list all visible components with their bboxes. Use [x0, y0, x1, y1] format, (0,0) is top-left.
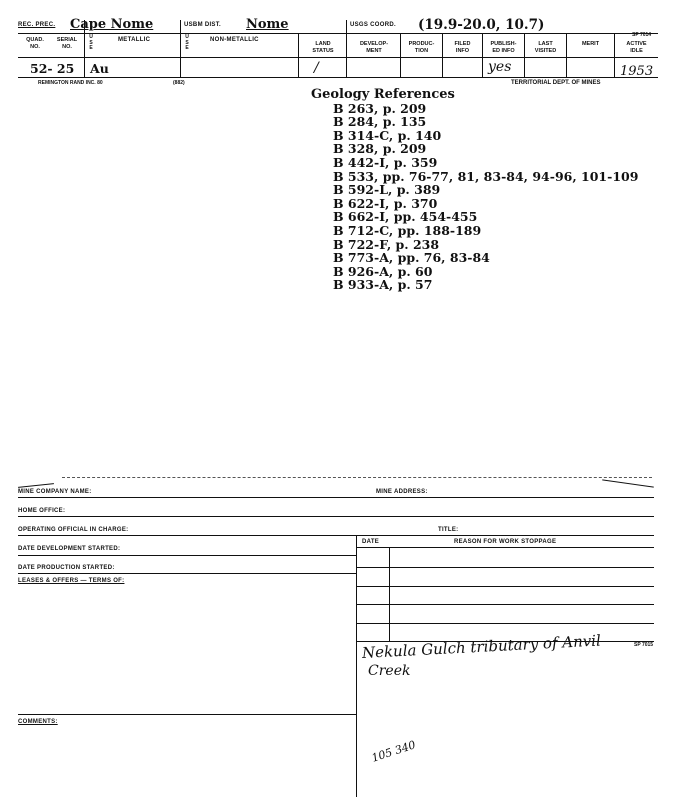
reference-item: B 722-F, p. 238: [333, 236, 440, 252]
stoppage-reason-label: REASON FOR WORK STOPPAGE: [454, 539, 557, 545]
rec-prec-value: Cape Nome: [70, 17, 154, 32]
land-status-value: /: [314, 60, 319, 76]
divider: [524, 33, 525, 78]
divider: [614, 33, 615, 78]
divider: [400, 33, 401, 78]
col-production: PRODUC- TION: [408, 41, 435, 54]
col-land-status: LAND STATUS: [312, 41, 334, 54]
comments-label: COMMENTS:: [18, 719, 58, 725]
reference-item: B 926-A, p. 60: [333, 263, 433, 279]
reference-item: B 263, p. 209: [333, 100, 427, 116]
references-list: [311, 102, 638, 292]
references-title: Geology References: [311, 87, 455, 102]
rule: [356, 567, 654, 568]
mine-company-name-label: MINE COMPANY NAME:: [18, 489, 92, 495]
home-office-label: HOME OFFICE:: [18, 508, 66, 514]
col-serial-no: SERIAL NO.: [56, 37, 78, 50]
col-active-idle: ACTIVE IDLE: [626, 41, 647, 54]
reference-item: B 712-C, pp. 188-189: [333, 222, 482, 238]
department-label: TERRITORIAL DEPT. OF MINES: [511, 80, 601, 86]
printer-code: (882): [173, 80, 185, 86]
col-development: DEVELOP- MENT: [359, 41, 389, 54]
published-info-value: yes: [488, 59, 512, 75]
reference-item: B 662-I, pp. 454-455: [333, 209, 478, 225]
reference-item: B 328, p. 209: [333, 141, 427, 157]
form-code-top: SP 7014: [632, 32, 652, 38]
date-production-started-label: DATE PRODUCTION STARTED:: [18, 565, 115, 571]
operating-official-label: OPERATING OFFICIAL IN CHARGE:: [18, 527, 129, 533]
col-merit: MERIT: [581, 41, 600, 47]
reference-item: B 592-L, p. 389: [333, 182, 441, 198]
col-use-code: U S E: [89, 34, 93, 51]
rule: [356, 623, 654, 624]
col-quad-no: QUAD. NO.: [26, 37, 44, 50]
usbm-dist-value: Nome: [246, 17, 289, 32]
leases-offers-label: LEASES & OFFERS — TERMS OF:: [18, 578, 125, 584]
rule: [18, 535, 654, 536]
form-code-mid: SP 7015: [634, 642, 654, 648]
col-last-visited: LAST VISITED: [534, 41, 557, 54]
rule: [18, 573, 356, 574]
rule: [18, 714, 356, 715]
rec-prec-label: REC. PREC.: [18, 22, 56, 28]
reference-item: B 622-I, p. 370: [333, 195, 438, 211]
rule: [356, 604, 654, 605]
divider: [442, 33, 443, 78]
usgs-coord-label: USGS COORD.: [350, 22, 396, 28]
quad-serial-value: 52- 25: [30, 61, 75, 76]
rule: [356, 586, 654, 587]
divider: [84, 20, 85, 78]
geology-references: [311, 88, 638, 292]
col-published-info: PUBLISH- ED INFO: [490, 41, 517, 54]
header-rule-bottom: [18, 77, 658, 78]
header-rule-mid: [18, 57, 658, 58]
form-top-rule: [62, 477, 652, 478]
printer-line: REMINGTON RAND INC. 80: [38, 80, 103, 86]
rule: [18, 516, 654, 517]
column-divider: [356, 535, 357, 797]
stray-mark: [602, 479, 654, 487]
handwritten-note-line-2: Creek: [368, 663, 411, 679]
handwritten-note-line-1: Nekula Gulch tributary of Anvil: [361, 631, 602, 662]
divider: [482, 33, 483, 78]
rule: [356, 547, 654, 548]
col-metallic: METALLIC: [118, 37, 151, 43]
date-development-started-label: DATE DEVELOPMENT STARTED:: [18, 546, 121, 552]
col-use-code-2: U S E: [185, 34, 189, 51]
rule: [18, 497, 654, 498]
divider: [298, 33, 299, 78]
divider: [346, 20, 347, 78]
reference-item: B 773-A, pp. 76, 83-84: [333, 250, 490, 266]
reference-item: B 442-I, p. 359: [333, 154, 438, 170]
reference-item: B 284, p. 135: [333, 114, 427, 130]
mine-address-label: MINE ADDRESS:: [376, 489, 428, 495]
date-column-divider: [389, 547, 390, 641]
usbm-dist-label: USBM DIST.: [184, 22, 222, 28]
title-label: TITLE:: [438, 527, 459, 533]
reference-item: B 533, pp. 76-77, 81, 83-84, 94-96, 101-109: [333, 168, 639, 184]
divider: [566, 33, 567, 78]
reference-item: B 314-C, p. 140: [333, 127, 442, 143]
header-rule-top: [18, 33, 658, 34]
metallic-value: Au: [90, 61, 109, 76]
stoppage-date-label: DATE: [362, 539, 380, 545]
rule: [18, 555, 356, 556]
col-non-metallic: NON-METALLIC: [210, 37, 259, 43]
col-filed-info: FILED INFO: [454, 41, 471, 54]
handwritten-number: 105 340: [369, 738, 418, 765]
reference-item: B 933-A, p. 57: [333, 277, 433, 293]
divider: [180, 20, 181, 78]
stray-mark-left: [18, 483, 54, 488]
active-idle-value: 1953: [620, 64, 654, 79]
usgs-coord-value: (19.9-20.0, 10.7): [418, 17, 545, 33]
